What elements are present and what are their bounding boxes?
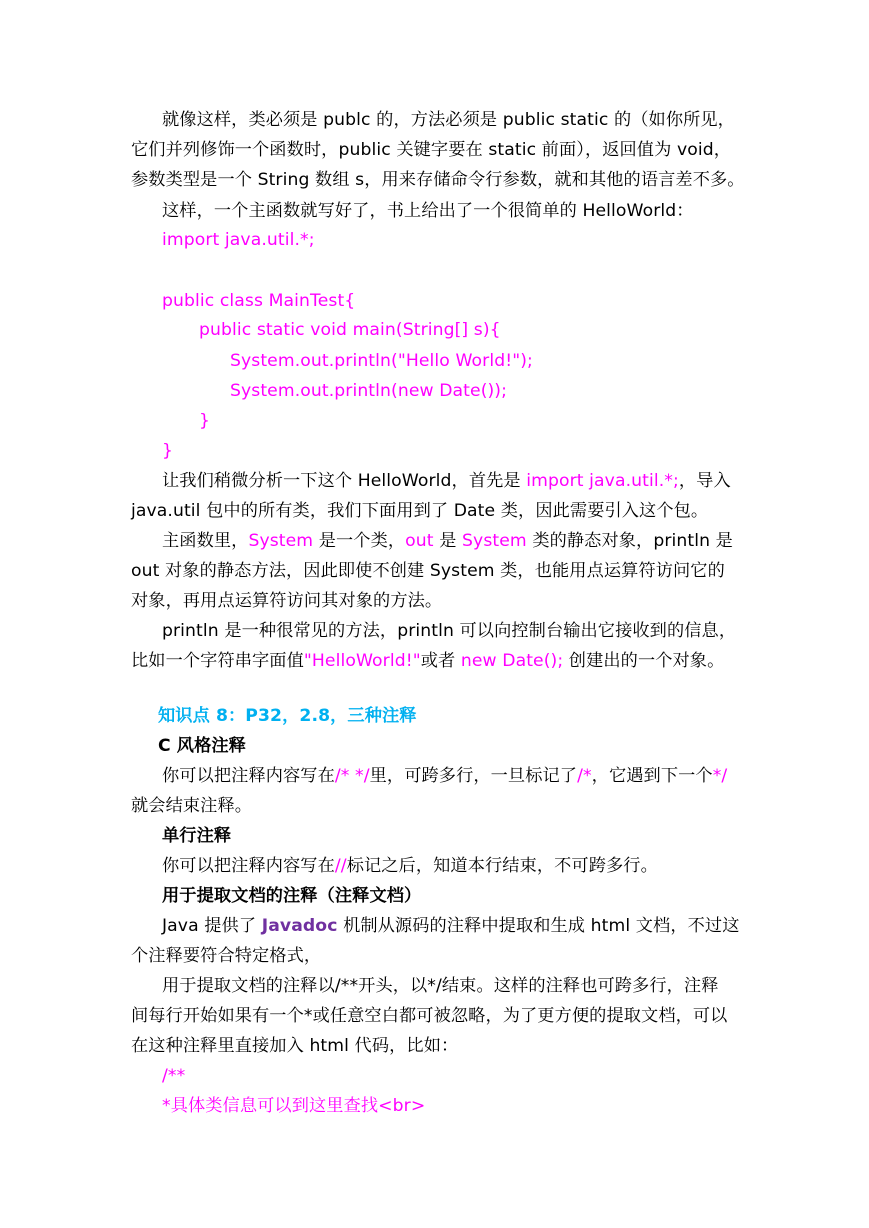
paragraph-line: 比如一个字符串字面值"HelloWorld!"或者 new Date(); 创建出的一个对象。: [131, 651, 725, 671]
code-line: /**: [162, 1066, 186, 1086]
paragraph-line: out 对象的静态方法，因此即使不创建 System 类，也能用点运算符访问它的: [131, 561, 725, 581]
paragraph-line: 用于提取文档的注释以/**开头，以*/结束。这样的注释也可跨多行，注释: [162, 976, 719, 996]
code-line: import java.util.*;: [162, 230, 315, 250]
paragraph-line: 让我们稍微分析一下这个 HelloWorld，首先是 import java.util.*;，导入: [162, 471, 731, 491]
paragraph-line: 间每行开始如果有一个*或任意空白都可被忽略，为了更方便的提取文档，可以: [131, 1006, 728, 1026]
paragraph-line: 你可以把注释内容写在/* */里，可跨多行，一旦标记了/*，它遇到下一个*/: [162, 766, 728, 786]
subsection-heading: 单行注释: [162, 826, 232, 846]
paragraph-line: 它们并列修饰一个函数时，public 关键字要在 static 前面），返回值为 void，: [131, 140, 732, 160]
paragraph-line: java.util 包中的所有类，我们下面用到了 Date 类，因此需要引入这个包。: [131, 501, 709, 521]
paragraph-line: 个注释要符合特定格式，: [131, 946, 322, 966]
paragraph-line: 就会结束注释。: [131, 796, 253, 816]
subsection-heading: 用于提取文档的注释（注释文档）: [162, 886, 422, 906]
code-line: }: [199, 411, 211, 431]
paragraph-line: println 是一种很常见的方法，println 可以向控制台输出它接收到的信息，: [162, 621, 737, 641]
code-line: System.out.println("Hello World!");: [230, 351, 533, 371]
paragraph-line: 就像这样，类必须是 publc 的，方法必须是 public static 的（如你所见，: [162, 110, 735, 130]
paragraph-line: Java 提供了 Javadoc 机制从源码的注释中提取和生成 html 文档，不过这: [162, 916, 740, 936]
code-line: public class MainTest{: [162, 291, 356, 311]
paragraph-line: 对象，再用点运算符访问其对象的方法。: [131, 591, 443, 611]
code-line: public static void main(String[] s){: [199, 320, 501, 340]
code-line: System.out.println(new Date());: [230, 381, 508, 401]
paragraph-line: 主函数里，System 是一个类，out 是 System 类的静态对象，println 是: [162, 531, 733, 551]
section-heading: 知识点 8：P32，2.8，三种注释: [158, 706, 417, 726]
subsection-heading: C 风格注释: [158, 736, 246, 756]
code-line: *具体类信息可以到这里查找<br>: [162, 1096, 426, 1116]
paragraph-line: 在这种注释里直接加入 html 代码，比如：: [131, 1036, 459, 1056]
paragraph-line: 这样，一个主函数就写好了，书上给出了一个很简单的 HelloWorld：: [162, 201, 694, 221]
paragraph-line: 你可以把注释内容写在//标记之后，知道本行结束，不可跨多行。: [162, 856, 658, 876]
code-line: }: [162, 441, 174, 461]
paragraph-line: 参数类型是一个 String 数组 s，用来存储命令行参数，就和其他的语言差不多。: [131, 170, 745, 190]
